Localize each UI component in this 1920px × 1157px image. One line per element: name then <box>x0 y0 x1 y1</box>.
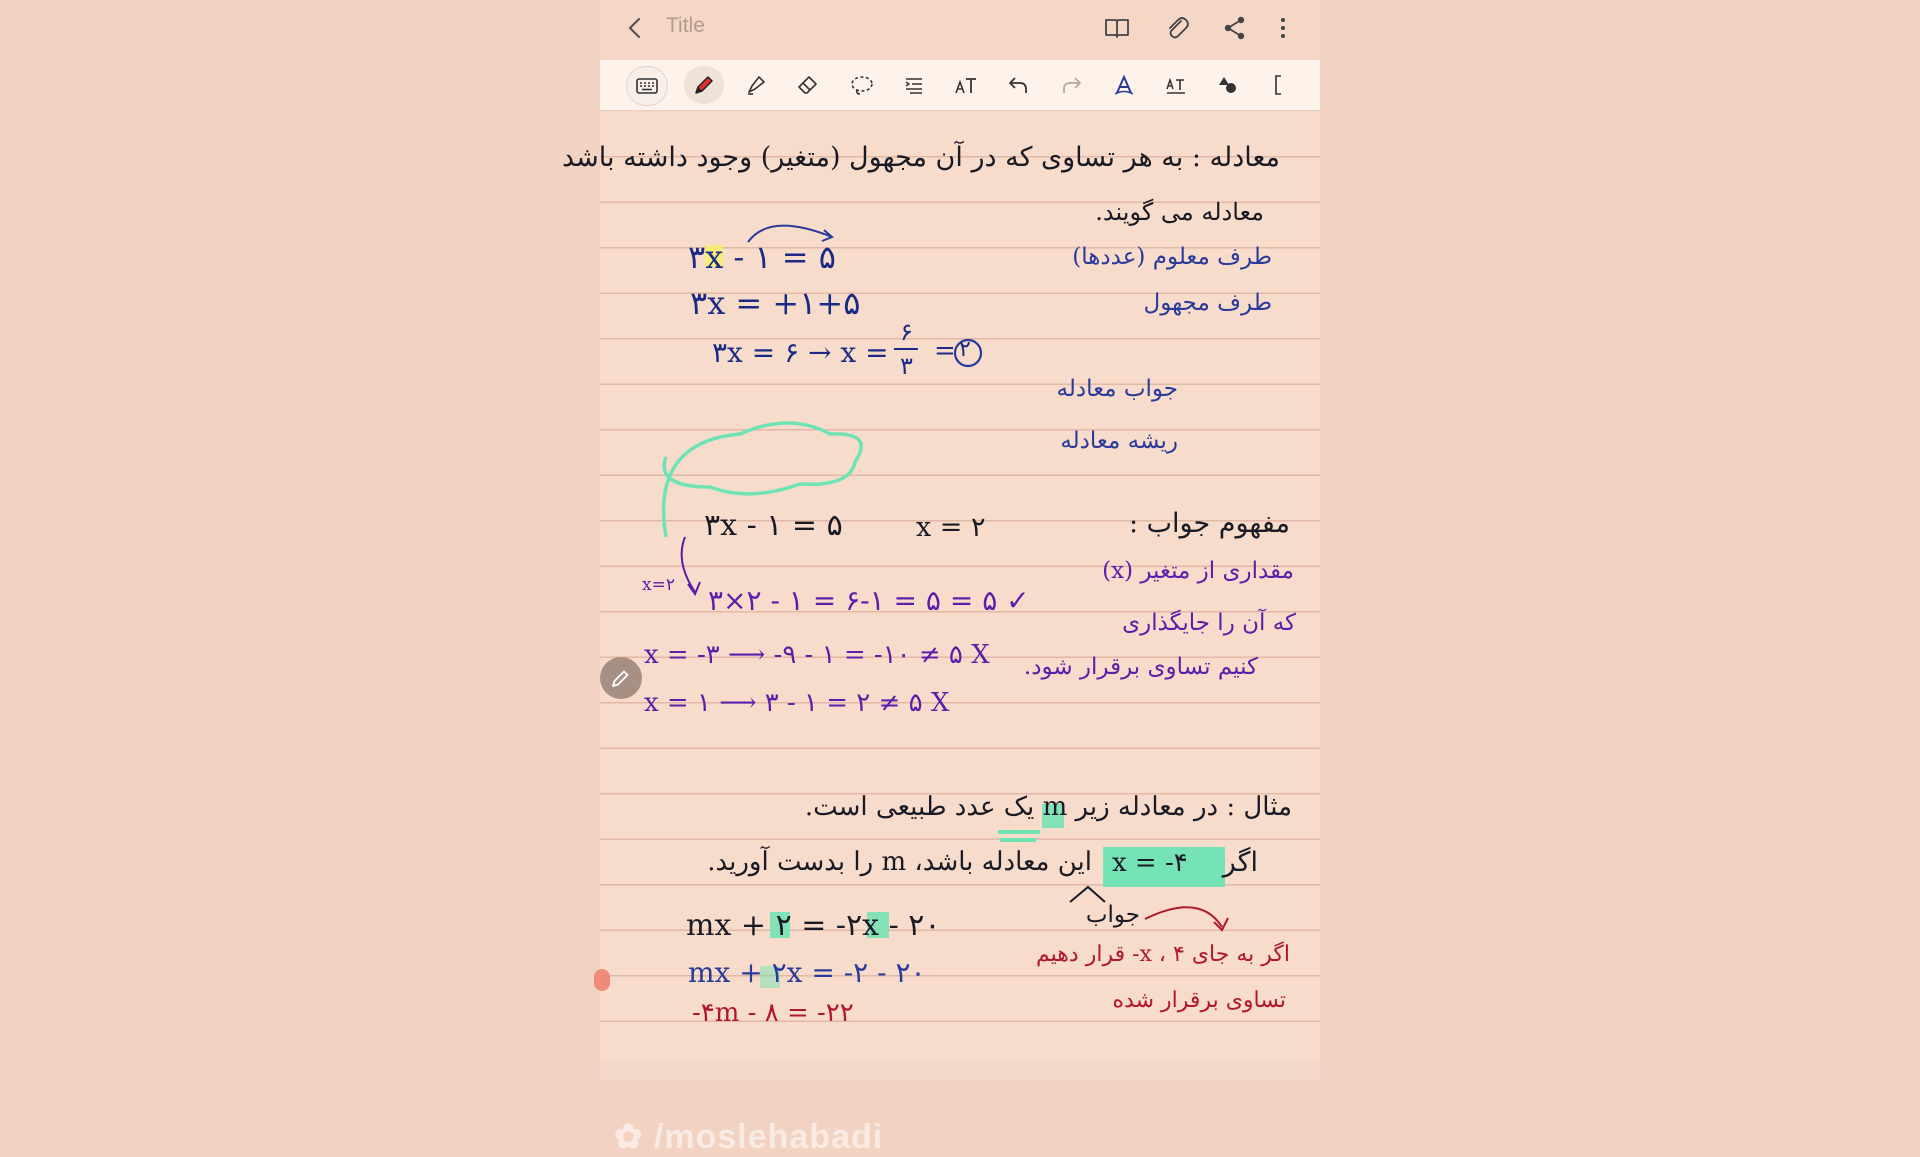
redo-tool[interactable] <box>1052 66 1092 104</box>
back-arrow-icon[interactable] <box>622 14 650 42</box>
highlighter-tool[interactable] <box>736 66 776 104</box>
note-title[interactable]: Title <box>666 14 705 37</box>
undo-icon <box>1006 73 1030 97</box>
text-recognition-tool[interactable] <box>946 66 986 104</box>
substitution-note-2: تساوی برقرار شده <box>1112 988 1286 1013</box>
highlighter-icon <box>744 73 768 97</box>
solution-step-2: mx + ۲x = -۲ - ۲۰ <box>688 956 926 989</box>
more-icon[interactable] <box>1268 13 1298 43</box>
book-view-icon[interactable] <box>1102 13 1132 43</box>
example-question: این معادله باشد، m را بدست آورید. <box>707 847 1092 877</box>
text-box-tool[interactable] <box>1156 66 1196 104</box>
equation-step-2: ۳x = +۱+۵ <box>690 284 861 322</box>
keyboard-tool[interactable] <box>626 66 668 106</box>
definition-line-2: معادله می گویند. <box>1095 198 1264 226</box>
top-bar <box>600 0 1320 56</box>
keyboard-icon <box>635 76 659 96</box>
note-known-side: طرف معلوم (عددها) <box>1072 244 1272 270</box>
substitution-note-1: اگر به جای x ، ۴- قرار دهیم <box>1036 942 1290 967</box>
concept-line-2: که آن را جایگذاری <box>1122 610 1296 636</box>
pencil-icon <box>610 667 632 689</box>
bottom-strip <box>600 1062 1320 1080</box>
channel-watermark <box>614 1117 883 1157</box>
shapes-tool[interactable] <box>1208 66 1248 104</box>
note-app <box>561 0 1320 1156</box>
concept-line-3: کنیم تساوی برقرار شود. <box>1023 654 1258 680</box>
attachment-icon[interactable] <box>1162 13 1192 43</box>
drawing-toolbar <box>600 60 1320 111</box>
redo-icon <box>1060 73 1084 97</box>
line-spacing-icon <box>902 73 926 97</box>
substitution-label: x=۲ <box>642 575 675 595</box>
equation-step-3: ۳x = ۶ → x = <box>712 336 889 369</box>
answer-concept-heading: مفهوم جواب : <box>1128 508 1290 539</box>
answer-circled: ۲ <box>959 337 971 362</box>
cloud-equation: ۳x - ۱ = ۵ <box>704 508 843 543</box>
watermark-text: /moslehabadi <box>653 1118 884 1156</box>
text-recognition-icon <box>953 73 979 97</box>
concept-line-1: مقداری از متغیر (x) <box>1102 558 1294 584</box>
equals-sign: = <box>934 336 956 366</box>
definition-line-1: معادله : به هر تساوی که در آن مجهول (متغیر) وجود داشته باشد <box>561 142 1280 173</box>
equation-step-1: ۳x - ۱ = ۵ <box>688 238 836 276</box>
note-page[interactable] <box>561 112 1320 1156</box>
pen-icon <box>692 73 716 97</box>
check-x-minus-3: x = -۳ ⟶ -۹ - ۱ = -۱۰ ≠ ۵ X <box>644 640 990 670</box>
answer-label: جواب <box>1085 902 1140 928</box>
bracket-tool[interactable] <box>1258 66 1298 104</box>
handwriting-style-tool[interactable] <box>1104 66 1144 104</box>
lasso-icon <box>849 73 875 97</box>
line-spacing-tool[interactable] <box>894 66 934 104</box>
shapes-icon <box>1216 73 1240 97</box>
eraser-icon <box>796 73 820 97</box>
note-unknown-side: طرف مجهول <box>1143 290 1272 316</box>
note-equation-root: ریشه معادله <box>1060 428 1178 454</box>
pen-tool[interactable] <box>684 66 724 104</box>
example-statement: مثال : در معادله زیر m یک عدد طبیعی است. <box>804 792 1292 822</box>
note-equation-answer: جواب معادله <box>1056 376 1178 402</box>
fraction-bar <box>894 348 918 350</box>
given-x-value: x = -۴ <box>1112 848 1188 878</box>
undo-tool[interactable] <box>998 66 1038 104</box>
lasso-tool[interactable] <box>842 66 882 104</box>
x-equals-two: x = ۲ <box>916 512 986 543</box>
solution-step-1: mx + ۲ = -۲x - ۲۰ <box>686 908 941 943</box>
share-icon[interactable] <box>1220 13 1250 43</box>
watermark-logo-icon: ✿ <box>614 1118 654 1156</box>
example-if: اگر <box>1222 847 1258 878</box>
floating-pen-button[interactable] <box>600 657 642 699</box>
solution-step-3: -۴m - ۸ = -۲۲ <box>692 998 854 1028</box>
fraction-numerator: ۶ <box>900 318 913 346</box>
fraction-denominator: ۳ <box>900 352 913 380</box>
check-x-1: x = ۱ ⟶ ۳ - ۱ = ۲ ≠ ۵ X <box>644 688 950 718</box>
handwriting-style-icon <box>1112 73 1136 97</box>
text-box-icon <box>1164 73 1188 97</box>
eraser-tool[interactable] <box>788 66 828 104</box>
check-x-2: ۳×۲ - ۱ = ۶-۱ = ۵ = ۵ ✓ <box>708 584 1030 617</box>
bracket-icon <box>1270 73 1286 97</box>
page-marker-dot[interactable] <box>594 969 610 991</box>
